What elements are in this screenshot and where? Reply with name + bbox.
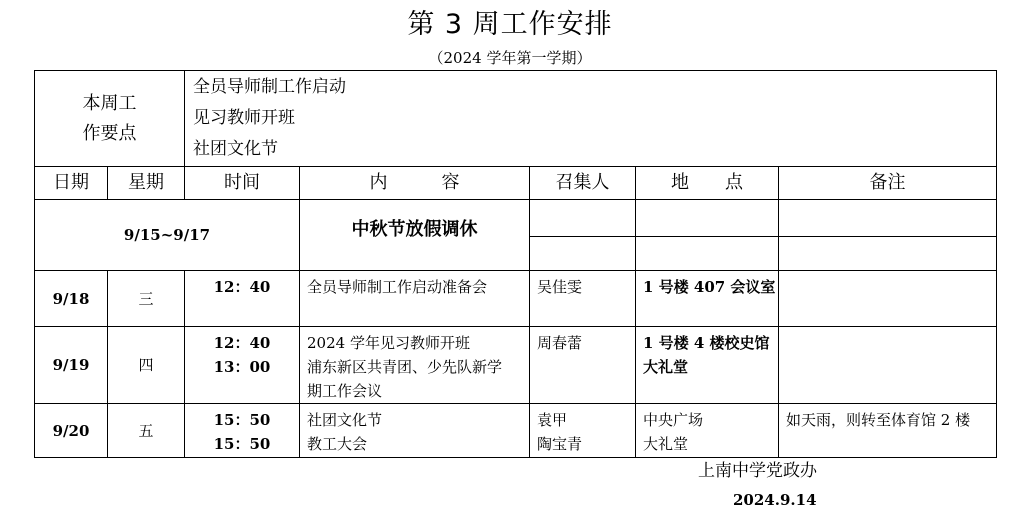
row-time: 15：50 15：50 xyxy=(185,404,300,458)
row-content: 社团文化节 教工大会 xyxy=(300,404,530,458)
row-weekday: 五 xyxy=(108,404,185,458)
empty-cell xyxy=(530,200,636,237)
header-date: 日期 xyxy=(35,167,108,200)
key-points-label: 本周工 作要点 xyxy=(35,71,185,167)
schedule-table xyxy=(34,70,997,458)
key-point-item: 全员导师制工作启动 xyxy=(193,77,346,97)
row-location: 1 号楼 407 会议室 xyxy=(636,271,779,327)
row-weekday: 三 xyxy=(108,271,185,327)
page-subtitle: （2024 学年第一学期） xyxy=(428,49,592,67)
empty-cell xyxy=(779,200,997,237)
header-note: 备注 xyxy=(779,167,997,200)
row-date: 9/19 xyxy=(35,327,108,404)
table-row xyxy=(35,327,997,404)
empty-cell xyxy=(636,236,779,271)
empty-cell xyxy=(779,236,997,271)
row-location: 中央广场 大礼堂 xyxy=(636,404,779,458)
empty-cell xyxy=(636,200,779,237)
row-location: 1 号楼 4 楼校史馆 大礼堂 xyxy=(636,327,779,404)
row-weekday: 四 xyxy=(108,327,185,404)
header-location: 地 点 xyxy=(636,167,779,200)
row-convener: 周春蕾 xyxy=(530,327,636,404)
header-convener: 召集人 xyxy=(530,167,636,200)
row-date: 9/18 xyxy=(35,271,108,327)
row-time: 12：40 xyxy=(185,271,300,327)
row-content: 全员导师制工作启动准备会 xyxy=(300,271,530,327)
holiday-range: 9/15~9/17 xyxy=(35,200,300,271)
key-points-list xyxy=(185,71,997,167)
table-row xyxy=(35,404,997,458)
row-note: 如天雨，则转至体育馆 2 楼 xyxy=(779,404,997,458)
row-note xyxy=(779,271,997,327)
header-content: 内 容 xyxy=(300,167,530,200)
page-title: 第 3 周工作安排 xyxy=(407,9,613,40)
row-convener: 袁甲 陶宝青 xyxy=(530,404,636,458)
row-content: 2024 学年见习教师开班 浦东新区共青团、少先队新学 期工作会议 xyxy=(300,327,530,404)
empty-cell xyxy=(530,236,636,271)
header-time: 时间 xyxy=(185,167,300,200)
table-row xyxy=(35,271,997,327)
header-weekday: 星期 xyxy=(108,167,185,200)
row-time: 12：40 13：00 xyxy=(185,327,300,404)
key-points-row xyxy=(35,71,997,167)
footer-organization: 上南中学党政办 xyxy=(698,461,817,481)
holiday-text: 中秋节放假调休 xyxy=(300,200,530,271)
footer-date: 2024.9.14 xyxy=(733,491,817,509)
holiday-row xyxy=(35,200,997,237)
row-note xyxy=(779,327,997,404)
key-point-item: 见习教师开班 xyxy=(193,108,295,128)
header-row xyxy=(35,167,997,200)
row-date: 9/20 xyxy=(35,404,108,458)
row-convener: 吴佳雯 xyxy=(530,271,636,327)
key-point-item: 社团文化节 xyxy=(193,139,278,159)
